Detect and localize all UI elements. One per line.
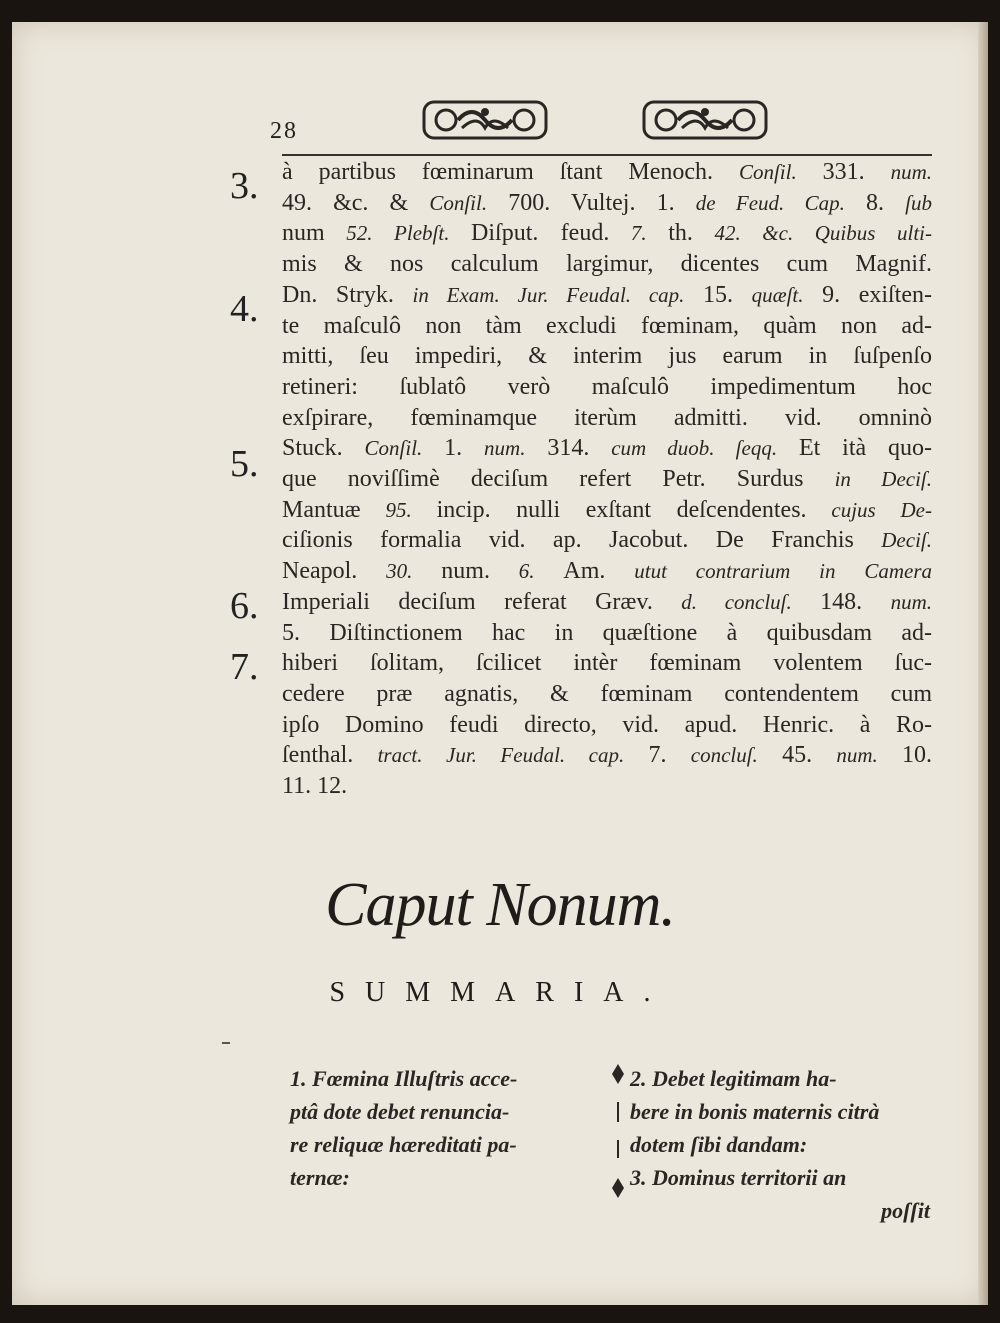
summary-line: ternæ: — [290, 1165, 350, 1190]
italic-citation: num. — [890, 160, 932, 184]
text-run: 331. — [796, 159, 891, 185]
text-run: 1. — [422, 435, 485, 462]
text-run: incip. nulli exſtant deſcendentes. — [436, 496, 807, 523]
text-run: 10. — [877, 742, 933, 769]
header-rule — [282, 154, 932, 156]
text-run: hiberi ſolitam, ſcilicet intèr fœminam volentem ſuc- — [282, 650, 932, 677]
book-page — [12, 22, 988, 1305]
margin-number: 6. — [230, 585, 259, 627]
page-spine-edge — [978, 22, 988, 1305]
text-run: 15. — [684, 281, 752, 308]
summary-line: bere in bonis maternis citrà — [630, 1099, 880, 1124]
text-run: th. — [668, 220, 693, 247]
text-run: Neapol. — [282, 558, 358, 585]
italic-citation: 42. &c. Quibus ulti- — [692, 221, 933, 246]
text-run: 45. — [757, 742, 837, 769]
text-line — [282, 464, 932, 495]
text-line — [282, 372, 932, 403]
text-run: Et ità quo- — [777, 435, 933, 462]
text-run: mitti, ſeu impediri, & interim jus earum in ſuſpenſo — [282, 343, 932, 370]
summary-line: 3. Dominus territorii an — [630, 1165, 847, 1190]
italic-citation: concluſ. — [690, 743, 758, 768]
italic-citation: num. — [484, 436, 526, 461]
text-run: ſenthal. — [282, 742, 378, 769]
margin-number: 5. — [230, 443, 259, 485]
text-line — [282, 771, 932, 802]
chapter-title: Caput Nonum. — [325, 871, 675, 939]
italic-citation: 95. — [360, 497, 437, 522]
summary-line: dotem ſibi dandam: — [630, 1132, 808, 1157]
text-line — [282, 188, 932, 219]
text-line — [282, 525, 932, 556]
text-run: num — [282, 220, 325, 247]
italic-citation: Conſil. — [738, 160, 797, 184]
italic-citation: 30. — [357, 559, 442, 584]
text-line — [282, 618, 932, 649]
text-run: 148. — [791, 588, 891, 615]
column-divider-icon — [608, 1062, 628, 1222]
margin-number: 4. — [230, 288, 259, 330]
text-line — [282, 495, 932, 526]
floral-ornament-icon — [422, 98, 548, 142]
text-line — [282, 341, 932, 372]
text-line — [282, 710, 932, 741]
text-run: ipſo Domino feudi directo, vid. apud. Henric. à Ro- — [282, 711, 932, 738]
text-run: 314. — [525, 435, 612, 462]
text-run: 5. Diſtinctionem hac in quæſtione à quibusdam ad- — [282, 619, 932, 646]
text-run: num. — [441, 558, 490, 585]
italic-citation: de Feud. Cap. — [695, 190, 845, 215]
text-run: 7. — [624, 742, 691, 769]
italic-citation: Deciſ. — [881, 528, 932, 553]
margin-number: 3. — [230, 165, 259, 207]
body-text — [282, 157, 932, 802]
text-line — [282, 587, 932, 618]
italic-citation: in Exam. Jur. Feudal. cap. — [412, 282, 685, 307]
italic-citation: tract. Jur. Feudal. cap. — [377, 743, 625, 768]
text-line — [282, 280, 932, 311]
text-run: cedere præ agnatis, & fœminam contendentem cum — [282, 680, 932, 707]
text-run: mis & nos calculum largimur, dicentes cum Magnif. — [282, 251, 932, 278]
text-run: exſpirare, fœminamque iterùm admitti. vid. omninò — [282, 404, 932, 431]
italic-citation: 52. Plebſt. — [324, 221, 472, 246]
italic-citation: cum duob. ſeqq. — [611, 436, 778, 461]
text-line — [282, 403, 932, 434]
summaria-heading: SUMMARIA. — [329, 977, 671, 1008]
italic-citation: d. concluſ. — [681, 589, 792, 614]
text-run: ciſionis formalia vid. ap. Jacobut. De Franchis — [282, 527, 882, 554]
italic-citation: Conſil. — [429, 190, 488, 215]
summary-line: 1. Fœmina Illuſtris acce- — [290, 1066, 518, 1091]
text-run: Imperiali deciſum referat Græv. — [282, 588, 682, 615]
summary-line: ptâ dote debet renuncia- — [290, 1099, 510, 1124]
page-number: 28 — [270, 118, 298, 144]
text-run: que noviſſimè deciſum refert Petr. Surdus — [282, 466, 835, 493]
text-run: à partibus fœminarum ſtant Menoch. — [282, 159, 739, 185]
text-line — [282, 740, 932, 771]
text-run: 9. exiſten- — [803, 281, 932, 308]
text-run: 8. — [844, 189, 906, 216]
italic-citation: 7. — [609, 221, 669, 246]
text-run: Dn. Stryk. — [282, 281, 413, 308]
text-line — [282, 433, 932, 464]
italic-citation: 6. — [489, 559, 564, 584]
text-run: Diſput. feud. — [471, 220, 610, 247]
text-line — [282, 311, 932, 342]
text-run: 49. &c. & — [282, 189, 430, 216]
text-line — [282, 218, 932, 249]
italic-citation: num. — [836, 743, 878, 768]
italic-citation: utut contrarium in Camera — [605, 559, 933, 584]
text-run: 700. Vultej. 1. — [487, 189, 696, 216]
summary-line: poſſit — [881, 1198, 930, 1223]
summary-line: re reliquæ hæreditati pa- — [290, 1132, 517, 1157]
text-line — [282, 157, 932, 188]
text-run: 11. 12. — [282, 773, 348, 800]
text-line — [282, 249, 932, 280]
summary-left-column — [290, 1062, 610, 1194]
italic-citation: ſub — [905, 190, 932, 215]
summary-right-column — [630, 1062, 930, 1227]
italic-citation: cujus De- — [806, 497, 933, 522]
text-run: retineri: ſublatô verò maſculô impedimentum hoc — [282, 373, 932, 400]
margin-number: 7. — [230, 646, 259, 688]
text-run: Mantuæ — [282, 496, 361, 523]
ink-mark — [222, 1042, 230, 1044]
text-line — [282, 556, 932, 587]
italic-citation: num. — [890, 589, 933, 614]
text-line — [282, 648, 932, 679]
italic-citation: Conſil. — [364, 436, 423, 461]
text-run: Stuck. — [282, 435, 365, 462]
text-run: te maſculô non tàm excludi fœminam, quàm non ad- — [282, 312, 932, 339]
page-header — [262, 90, 932, 160]
italic-citation: quæſt. — [751, 282, 804, 307]
text-run: Am. — [563, 558, 606, 585]
floral-ornament-icon — [642, 98, 768, 142]
summary-line: 2. Debet legitimam ha- — [630, 1066, 837, 1091]
text-line — [282, 679, 932, 710]
italic-citation: in Deciſ. — [834, 467, 932, 492]
